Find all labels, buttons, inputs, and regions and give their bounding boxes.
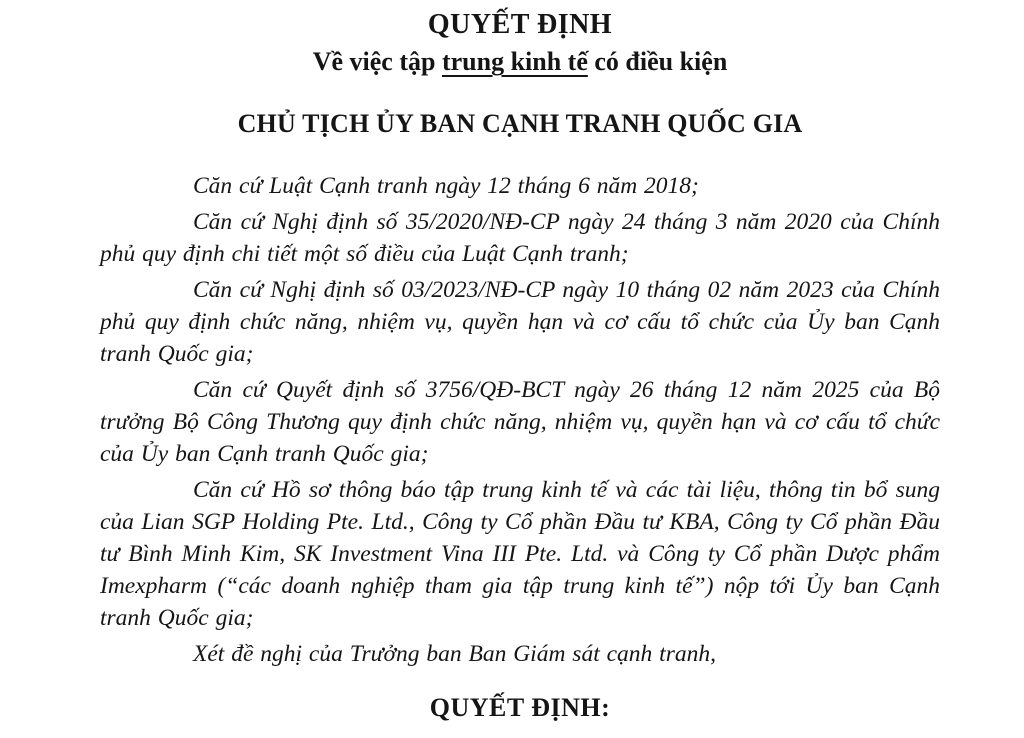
authority-heading: CHỦ TỊCH ỦY BAN CẠNH TRANH QUỐC GIA — [237, 109, 803, 138]
subtitle-suffix: có điều kiện — [587, 47, 728, 76]
recital-law-2018: Căn cứ Luật Cạnh tranh ngày 12 tháng 6 năm 2018; — [193, 173, 699, 199]
recital-decree-03-2023: Căn cứ Nghị định số 03/2023/NĐ-CP ngày 10 tháng 02 năm 2023 của Chính phủ quy định chức năng, nhiệm vụ, quyền hạn và cơ cấu tổ chức của Ủy ban Cạnh tranh Quốc gia; — [100, 277, 940, 367]
closing-heading: QUYẾT ĐỊNH: — [429, 693, 611, 722]
recital-decree-35-2020: Căn cứ Nghị định số 35/2020/NĐ-CP ngày 24 tháng 3 năm 2020 của Chính phủ quy định chi tiết một số điều của Luật Cạnh tranh; — [100, 209, 940, 267]
document-subtitle — [100, 44, 940, 80]
subtitle-underlined-text: trung kinh tế — [441, 47, 588, 76]
recital-decision-3756: Căn cứ Quyết định số 3756/QĐ-BCT ngày 26 tháng 12 năm 2025 của Bộ trưởng Bộ Công Thương quy định chức năng, nhiệm vụ, quyền hạn và cơ cấu tổ chức của Ủy ban Cạnh tranh Quốc gia; — [100, 377, 940, 467]
document-title: QUYẾT ĐỊNH — [427, 9, 613, 40]
recital-notification-dossier: Căn cứ Hồ sơ thông báo tập trung kinh tế và các tài liệu, thông tin bổ sung của Lian SGP Holding Pte. Ltd., Công ty Cổ phần Đầu tư KBA, Công ty Cổ phần Đầu tư Bình Minh Kim, SK Investment Vina III Pte. Ltd. và Công ty Cổ phần Dược phẩm Imexpharm (“các doanh nghiệp tham gia tập trung kinh tế”) nộp tới Ủy ban Cạnh tranh Quốc gia; — [100, 477, 940, 631]
subtitle-prefix: Về việc tập — [312, 47, 442, 76]
recital-proposal: Xét đề nghị của Trưởng ban Ban Giám sát cạnh tranh, — [193, 641, 716, 667]
recitals-section — [100, 170, 940, 670]
